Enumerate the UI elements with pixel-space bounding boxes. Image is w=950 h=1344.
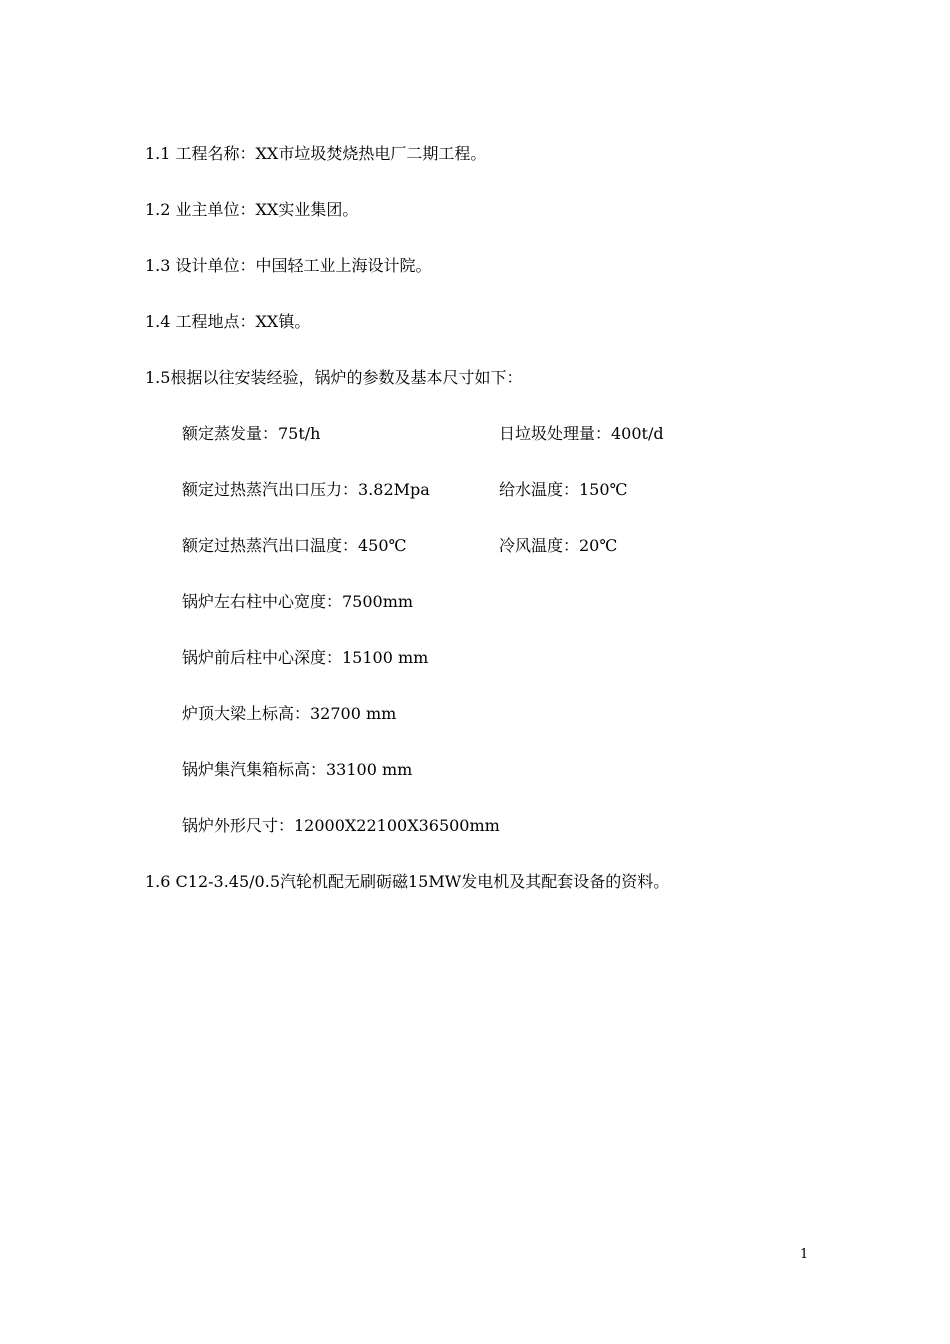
item-1-6-turbine-generator: 1.6 C12-3.45/0.5汽轮机配无刷砺磁15MW发电机及其配套设备的资料。: [145, 872, 670, 891]
param-roof-beam-elevation: 炉顶大梁上标高：32700 mm: [182, 704, 397, 723]
param-overall-dimensions: 锅炉外形尺寸：12000X22100X36500mm: [182, 816, 500, 835]
param-rated-evaporation: 额定蒸发量：75t/h: [182, 424, 321, 443]
param-column-depth: 锅炉前后柱中心深度：15100 mm: [182, 648, 429, 667]
param-feedwater-temperature: 给水温度：150℃: [499, 480, 628, 499]
param-cold-air-temperature: 冷风温度：20℃: [499, 536, 618, 555]
item-1-1-project-name: 1.1 工程名称：XX市垃圾焚烧热电厂二期工程。: [145, 144, 487, 163]
param-daily-waste-capacity: 日垃圾处理量：400t/d: [499, 424, 664, 443]
param-header-elevation: 锅炉集汽集箱标高：33100 mm: [182, 760, 413, 779]
page-number: 1: [800, 1247, 809, 1262]
param-steam-outlet-pressure: 额定过热蒸汽出口压力：3.82Mpa: [182, 480, 430, 499]
item-1-2-owner: 1.2 业主单位：XX实业集团。: [145, 200, 359, 219]
item-1-3-designer: 1.3 设计单位：中国轻工业上海设计院。: [145, 256, 432, 275]
param-column-width: 锅炉左右柱中心宽度：7500mm: [182, 592, 414, 611]
item-1-4-location: 1.4 工程地点：XX镇。: [145, 312, 311, 331]
item-1-5-boiler-params-intro: 1.5根据以往安装经验，锅炉的参数及基本尺寸如下：: [145, 368, 523, 387]
param-steam-outlet-temperature: 额定过热蒸汽出口温度：450℃: [182, 536, 407, 555]
